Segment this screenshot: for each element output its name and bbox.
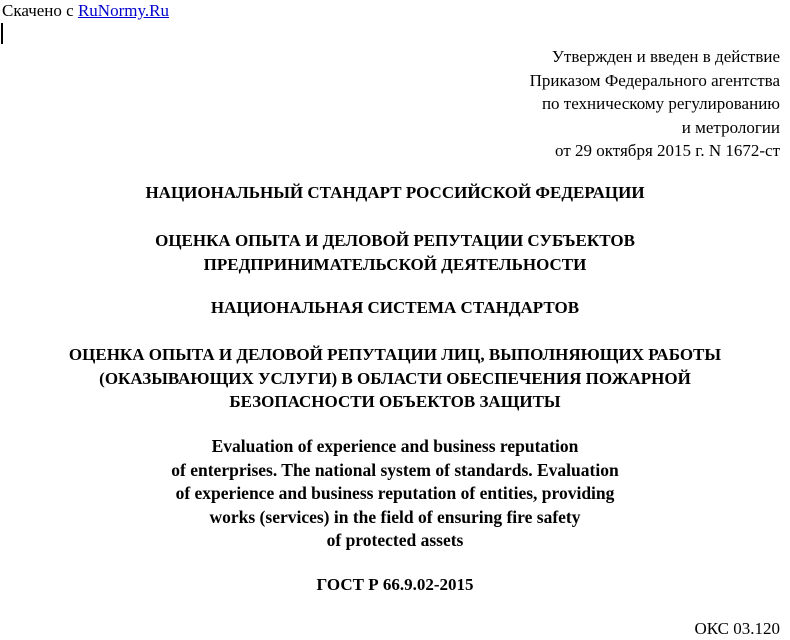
english-title-line: of experience and business reputation of entities, providing <box>175 483 615 503</box>
oks-code: ОКС 03.120 <box>694 619 780 638</box>
approval-line: Утвержден и введен в действие <box>551 47 780 66</box>
english-title <box>0 435 790 553</box>
approval-line: Приказом Федерального агентства <box>529 70 780 90</box>
english-title-line: works (services) in the field of ensuring fire safety <box>209 506 581 527</box>
sub-title-line: БЕЗОПАСНОСТИ ОБЪЕКТОВ ЗАЩИТЫ <box>229 392 561 411</box>
english-title-line: Evaluation of experience and business reputation <box>211 436 579 456</box>
sub-title-line: ОЦЕНКА ОПЫТА И ДЕЛОВОЙ РЕПУТАЦИИ ЛИЦ, ВЫПОЛНЯЮЩИХ РАБОТЫ <box>68 345 722 364</box>
sub-title <box>0 343 790 414</box>
text-cursor <box>1 23 3 44</box>
source-link[interactable]: RuNormy.Ru <box>77 1 169 20</box>
main-title-line: ОЦЕНКА ОПЫТА И ДЕЛОВОЙ РЕПУТАЦИИ СУБЪЕКТОВ <box>155 231 635 250</box>
standards-system-heading <box>0 296 790 320</box>
main-title <box>0 229 790 276</box>
standard-number <box>0 573 790 597</box>
main-title-line: ПРЕДПРИНИМАТЕЛЬСКОЙ ДЕЯТЕЛЬНОСТИ <box>203 254 587 274</box>
system-text: НАЦИОНАЛЬНАЯ СИСТЕМА СТАНДАРТОВ <box>210 298 580 317</box>
source-note <box>2 1 169 21</box>
approval-line: от 29 октября 2015 г. N 1672-ст <box>555 141 780 160</box>
english-title-line: of enterprises. The national system of standards. Evaluation <box>171 459 619 480</box>
heading-text: НАЦИОНАЛЬНЫЙ СТАНДАРТ РОССИЙСКОЙ ФЕДЕРАЦИИ <box>145 183 645 202</box>
national-standard-heading <box>0 181 790 205</box>
english-title-line: of protected assets <box>326 530 464 550</box>
gost-number: ГОСТ Р 66.9.02-2015 <box>316 575 474 594</box>
source-prefix: Скачено с <box>2 1 74 20</box>
sub-title-line: (ОКАЗЫВАЮЩИХ УСЛУГИ) В ОБЛАСТИ ОБЕСПЕЧЕНИЯ ПОЖАРНОЙ <box>99 368 691 388</box>
approval-line: по техническому регулированию <box>541 94 780 113</box>
approval-line: и метрологии <box>681 117 780 137</box>
approval-block <box>380 45 780 163</box>
